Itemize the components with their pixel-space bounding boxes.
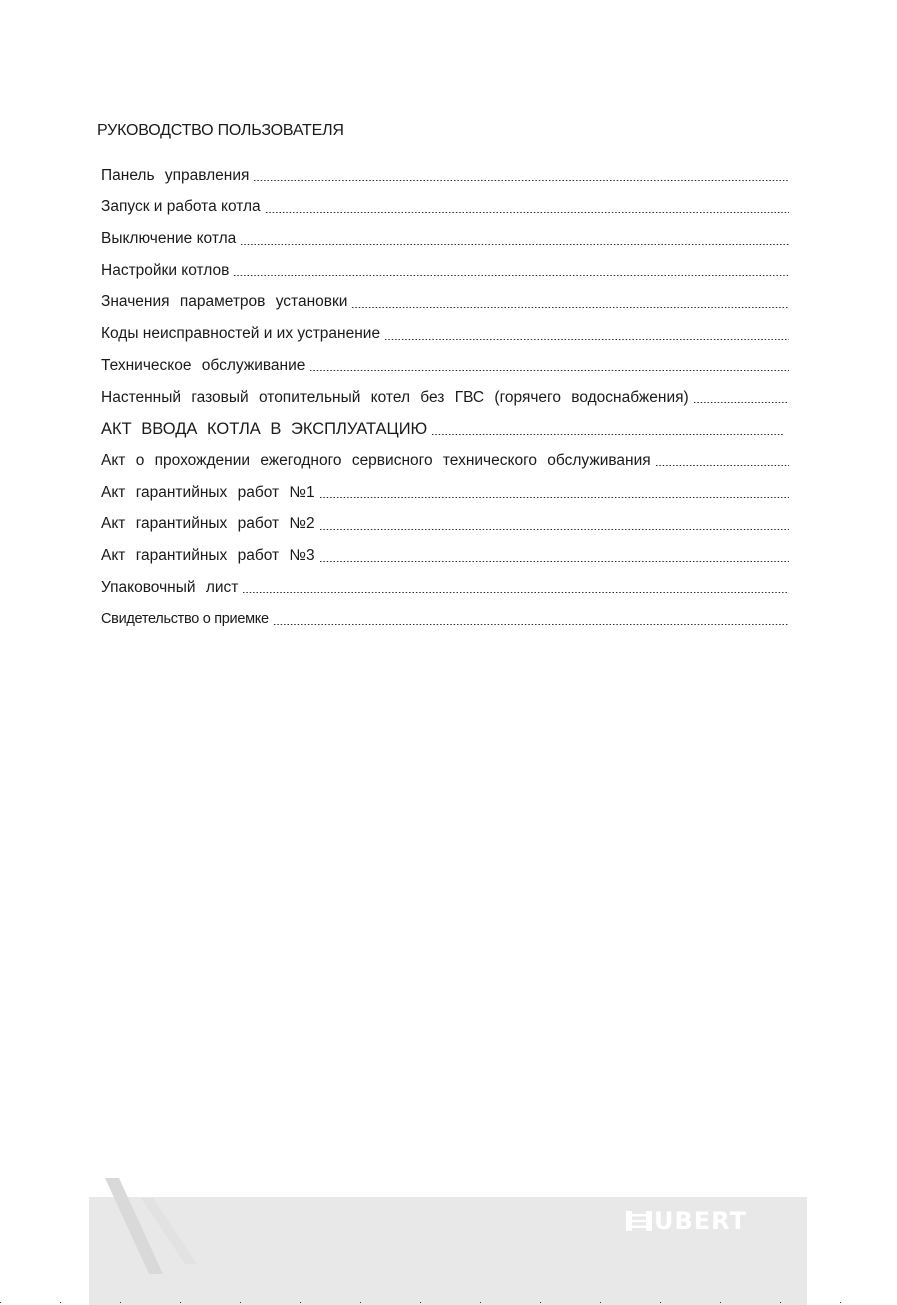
toc-item-label: Акт о прохождении ежегодного сервисного технического обслуживания (101, 451, 651, 469)
toc-item-warranty-act-2[interactable] (101, 504, 789, 536)
toc-item-wall-boiler[interactable] (101, 377, 789, 409)
logo-text: UBERT (654, 1207, 747, 1235)
toc-item-label: Выключение котла (101, 230, 237, 248)
toc-item-label: Значения параметров установки (101, 293, 348, 311)
toc-item-label: Настройки котлов (101, 261, 230, 279)
toc-leader-dots (319, 482, 789, 504)
toc-item-startup[interactable] (101, 187, 789, 219)
section-title: РУКОВОДСТВО ПОЛЬЗОВАТЕЛЯ (97, 122, 344, 139)
toc-item-label: Коды неисправностей и их устранение (101, 325, 381, 343)
hubert-logo (626, 1207, 747, 1235)
toc-leader-dots (319, 545, 789, 567)
toc-leader-dots (242, 577, 789, 599)
toc-item-label: Акт гарантийных работ №2 (101, 515, 315, 533)
toc-item-label: Настенный газовый отопительный котел без ГВС (горячего водоснабжения) (101, 388, 689, 406)
toc-item-error-codes[interactable] (101, 313, 789, 345)
toc-leader-dots (319, 513, 789, 535)
toc-item-acceptance-certificate[interactable] (101, 599, 789, 631)
toc-leader-dots (384, 323, 789, 345)
page-edge-marks (0, 1302, 897, 1303)
toc-item-label: Упаковочный лист (101, 578, 239, 596)
toc-item-commissioning-act[interactable] (101, 409, 789, 441)
table-of-contents (101, 155, 789, 630)
toc-leader-dots (240, 228, 789, 250)
toc-item-label: АКТ ВВОДА КОТЛА В ЭКСПЛУАТАЦИЮ (101, 420, 428, 439)
toc-leader-dots (265, 196, 789, 218)
toc-leader-dots (351, 291, 789, 313)
toc-leader-dots (693, 387, 789, 409)
toc-item-settings[interactable] (101, 250, 789, 282)
toc-item-label: Запуск и работа котла (101, 198, 261, 216)
toc-item-label: Техническое обслуживание (101, 356, 306, 374)
toc-item-label: Акт гарантийных работ №3 (101, 546, 315, 564)
toc-item-warranty-act-3[interactable] (101, 535, 789, 567)
toc-item-control-panel[interactable] (101, 155, 789, 187)
toc-item-maintenance[interactable] (101, 345, 789, 377)
toc-item-label: Свидетельство о приемке (101, 611, 269, 628)
toc-leader-dots (273, 608, 789, 630)
toc-item-label: Акт гарантийных работ №1 (101, 483, 315, 501)
toc-item-packing-list[interactable] (101, 567, 789, 599)
toc-item-parameters[interactable] (101, 282, 789, 314)
toc-item-label: Панель управления (101, 166, 250, 184)
toc-item-shutdown[interactable] (101, 218, 789, 250)
toc-item-warranty-act-1[interactable] (101, 472, 789, 504)
toc-leader-dots (655, 450, 789, 472)
toc-leader-dots (431, 418, 783, 440)
decorative-stripes (105, 1176, 215, 1276)
toc-leader-dots (309, 355, 789, 377)
toc-leader-dots (253, 165, 789, 187)
logo-mark-icon (626, 1211, 652, 1231)
toc-leader-dots (233, 260, 789, 282)
toc-item-annual-service-act[interactable] (101, 440, 789, 472)
